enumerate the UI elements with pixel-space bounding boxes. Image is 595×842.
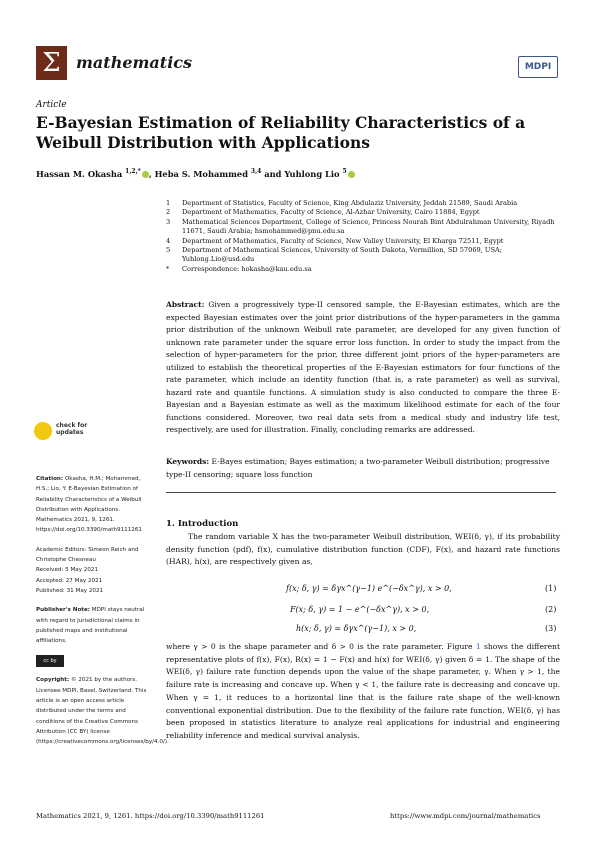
intro-paragraph: where γ > 0 is the shape parameter and δ > 0 is the rate parameter. Figure 1 shows the different representative plots of f(x), F(x), R(x) = 1 − F(x) and h(x) for WEI(δ, γ) given δ = 1. The shape of the WEI(δ, γ) failure rate function depends upon the value of the shape parameter, γ. When γ > 1, the failure rate is increasing and concave up. When γ < 1, the failure rate is decreasing and concave up. When γ = 1, it reduces to a horizontal line that is the failure rate shape of the well-known conventional exponential distribution. Due to the flexibility of the failure rate function, WEI(δ, γ) has been proposed in statistics literature to analyze real applications for industrial and engineering reliability inference and medical survival analysis.	[166, 642, 561, 740]
citation-block	[36, 474, 154, 536]
equation-3: h(x; δ, γ) = δγx^(γ−1), x > 0,	[296, 624, 417, 633]
equation-1: f(x; δ, γ) = δγx^(γ−1) e^(−δx^γ), x > 0,	[286, 584, 452, 593]
received-date: Received: 5 May 2021	[36, 567, 99, 574]
affiliation-item: 5 Department of Mathematical Sciences, University of South Dakota, Vermillion, SD 57069, USA; Yuhlong.Lio@usd.edu	[166, 246, 502, 264]
publisher-note-text: MDPI stays neutral with regard to jurisdictional claims in published maps and institutional affiliations.	[36, 607, 145, 645]
equation-number: (3)	[545, 624, 557, 633]
keywords-label: Keywords:	[166, 457, 210, 466]
copyright-text: © 2021 by the authors. Licensee MDPI, Basel, Switzerland. This article is an open access article distributed under the terms and conditions of the Creative Commons Attribution (CC BY) license (https://creativecommons.org/licenses/by/4.0/).	[36, 677, 169, 746]
intro-paragraph: The random variable X has the two-parameter Weibull distribution, WEI(δ, γ), if its probability density function (pdf), f(x), cumulative distribution function (CDF), F(x), and hazard rate functions (HAR), h(x), are respectively given as,	[166, 532, 560, 567]
author-list	[36, 168, 355, 179]
journal-name: mathematics	[76, 53, 193, 72]
abstract-label: Abstract:	[166, 300, 205, 309]
citation-label: Citation:	[36, 476, 64, 482]
publisher-note-label: Publisher's Note:	[36, 607, 91, 614]
section-divider	[166, 492, 556, 493]
publisher-logo[interactable]: MDPI	[518, 56, 558, 78]
affiliation-marker: 5	[342, 168, 347, 175]
equation-number: (2)	[545, 605, 557, 614]
affiliation-item: 4 Department of Mathematics, Faculty of Science, New Valley University, El Kharga 72511, Egypt	[166, 236, 504, 245]
author-name[interactable]: Hassan M. Okasha	[36, 168, 126, 179]
author-name[interactable]: and Yuhlong Lio	[261, 168, 343, 179]
footer-citation[interactable]: Mathematics 2021, 9, 1261. https://doi.org/10.3390/math9111261	[36, 812, 265, 820]
keywords	[166, 456, 560, 481]
check-updates-icon	[34, 422, 52, 440]
orcid-icon[interactable]	[348, 171, 355, 178]
affiliation-item: 2 Department of Mathematics, Faculty of Science, Al-Azhar University, Cairo 11884, Egypt	[166, 208, 480, 217]
equation-2: F(x; δ, γ) = 1 − e^(−δx^γ), x > 0,	[290, 605, 430, 614]
published-date: Published: 31 May 2021	[36, 587, 104, 594]
article-title: E-Bayesian Estimation of Reliability Characteristics of a Weibull Distribution with Applications	[36, 113, 526, 152]
figure-link[interactable]: 1	[475, 642, 481, 651]
section-heading: 1. Introduction	[166, 519, 239, 529]
footer-journal-url[interactable]: https://www.mdpi.com/journal/mathematics	[390, 812, 541, 820]
article-type: Article	[36, 100, 67, 110]
affiliation-marker: 1,2,*	[125, 168, 141, 175]
affiliation-item: 1 Department of Statistics, Faculty of Science, King Abdulaziz University, Jeddah 21589, Saudi Arabia	[166, 199, 518, 207]
keywords-text: E-Bayes estimation; Bayes estimation; a two-parameter Weibull distribution; progressive type-II censoring; square loss function	[166, 457, 550, 479]
copyright-label: Copyright:	[36, 677, 70, 684]
author-name[interactable]: , Heba S. Mohammed	[148, 168, 251, 179]
orcid-icon[interactable]	[142, 171, 149, 178]
article-info-sidebar	[36, 474, 169, 757]
academic-editors: Academic Editors: Simeon Reich and Christophe Chesneau	[36, 546, 139, 564]
copyright-block	[36, 675, 169, 747]
publisher-note	[36, 605, 154, 646]
accepted-date: Accepted: 27 May 2021	[36, 577, 103, 584]
citation-text[interactable]: Okasha, H.M.; Mohammed, H.S.; Lio, Y. E-Bayesian Estimation of Reliability Characteristics of a Weibull Distribution with Applications. Mathematics 2021, 9, 1261. https://doi.org/10.3390/math9111261	[36, 476, 142, 534]
equation-number: (1)	[545, 584, 557, 593]
affiliation-item: * Correspondence: hokasha@kau.edu.sa	[166, 264, 312, 273]
check-updates-label: check for updates	[56, 422, 88, 436]
journal-logo: Σ	[36, 46, 67, 80]
abstract-text: Given a progressively type-II censored sample, the E-Bayesian estimates, which are the expected Bayesian estimates over the joint prior distributions of the hyper-parameters in the gamma prior distribution of the unknown Weibull rate parameter, are developed for any given function of unknown rate parameter under the square error loss function. In order to study the impact from the selection of hyper-parameters for the prior, three different joint priors of the hyper-parameters are utilized to establish the theoretical properties of the E-Bayesian estimators for four functions of the rate parameter, which include an identity function (that is, a rate parameter) as well as survival, hazard rate and quantile functions. A simulation study is also conducted to compare the three E-Bayesian and a Bayesian estimate as well as the maximum likelihood estimate for each of the four functions considered. Moreover, two real data sets from a medical study and industry life test, respectively, are used for illustration. Finally, concluding remarks are addressed.	[166, 300, 560, 434]
affiliations	[166, 199, 556, 274]
affiliation-marker: 3,4	[250, 168, 262, 175]
dates-block	[36, 545, 154, 596]
abstract	[166, 299, 560, 437]
affiliation-item: 3 Mathematical Sciences Department, College of Science, Princess Nourah Bint Abdulrahman University, Riyadh 11671, Saudi Arabia; hsmohammed@pnu.edu.sa	[166, 217, 555, 236]
cc-license-icon[interactable]: cc by	[36, 655, 64, 667]
